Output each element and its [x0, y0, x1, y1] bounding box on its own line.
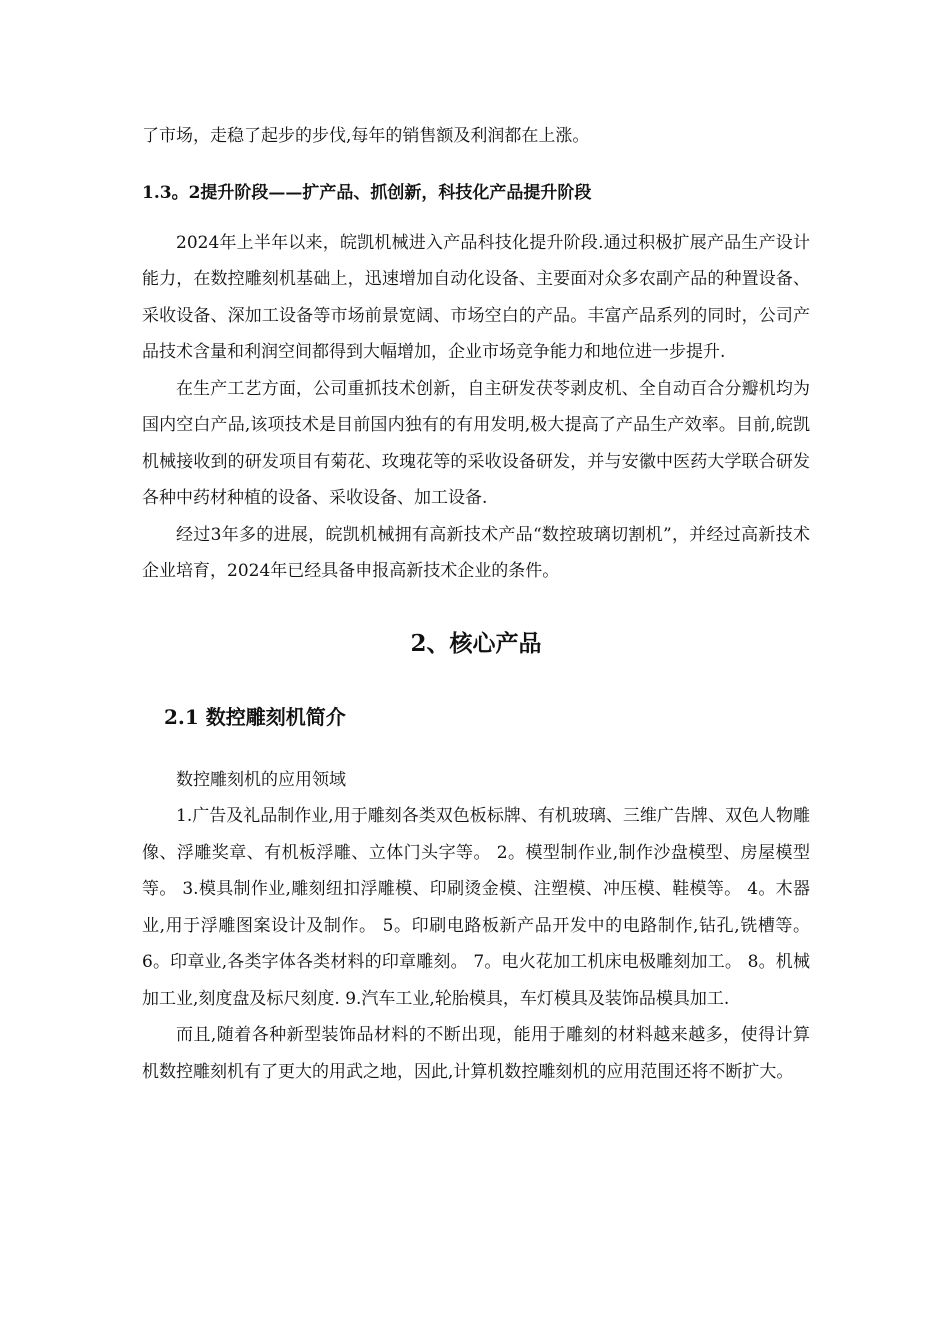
paragraph-application-list: 1.广告及礼品制作业,用于雕刻各类双色板标牌、有机玻璃、三维广告牌、双色人物雕像、浮雕奖章、有机板浮雕、立体门头字等。 2。模型制作业,制作沙盘模型、房屋模型等。 3.模具制作业,雕刻纽扣浮雕模、印刷烫金模、注塑模、冲压模、鞋模等。 4。木器业,用于浮雕图案设计及制作。 5。印刷电路板新产品开发中的电路制作,钻孔,铣槽等。 6。印章业,各类字体各类材料的印章雕刻。 7。电火花加工机床电极雕刻加工。 8。机械加工业,刻度盘及标尺刻度. 9.汽车工业,轮胎模具，车灯模具及装饰品模具加工.: [142, 806, 810, 1009]
section-heading-2-1: 2.1 数控雕刻机简介: [164, 704, 346, 729]
section-heading-1-3-2: 1.3。2提升阶段——扩产品、抓创新，科技化产品提升阶段: [142, 182, 592, 203]
document-page: [142, 118, 810, 1090]
paragraph-upgrade-stage: 2024年上半年以来，皖凯机械进入产品科技化提升阶段.通过积极扩展产品生产设计能力，在数控雕刻机基础上，迅速增加自动化设备、主要面对众多农副产品的种置设备、采收设备、深加工设备等市场前景宽阔、市场空白的产品。丰富产品系列的同时，公司产品技术含量和利润空间都得到大幅增加，企业市场竞争能力和地位进一步提升.: [142, 232, 810, 362]
paragraph-production-process: 在生产工艺方面，公司重抓技术创新，自主研发茯苓剥皮机、全自动百合分瓣机均为国内空白产品,该项技术是目前国内独有的有用发明,极大提高了产品生产效率。目前,皖凯机械接收到的研发项目有菊花、玫瑰花等的采收设备研发，并与安徽中医药大学联合研发各种中药材种植的设备、采收设备、加工设备.: [142, 378, 810, 508]
paragraph-high-tech: 经过3年多的进展，皖凯机械拥有高新技术产品“数控玻璃切割机”，并经过高新技术企业培育，2024年已经具备申报高新技术企业的条件。: [142, 524, 810, 581]
chapter-heading-core-products: 2、核心产品: [410, 629, 542, 657]
paragraph-conclusion: 而且,随着各种新型装饰品材料的不断出现，能用于雕刻的材料越来越多，使得计算机数控雕刻机有了更大的用武之地，因此,计算机数控雕刻机的应用范围还将不断扩大。: [142, 1025, 810, 1082]
paragraph-intro-tail: 了市场，走稳了起步的步伐,每年的销售额及利润都在上涨。: [142, 126, 590, 146]
paragraph-application-title: 数控雕刻机的应用领域: [176, 769, 346, 790]
